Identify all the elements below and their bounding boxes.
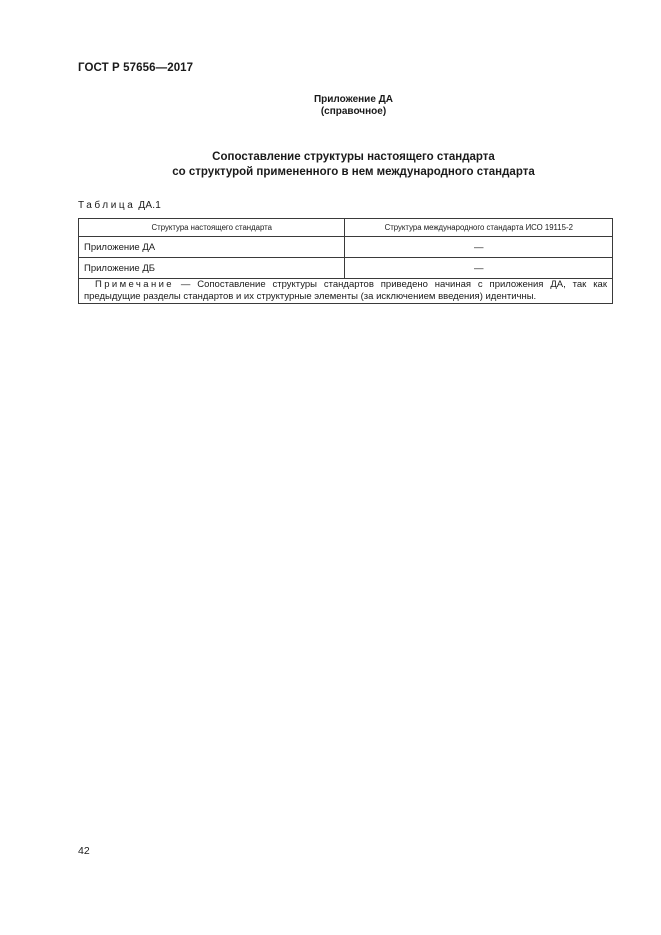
column-header-national: Структура настоящего стандарта (79, 219, 345, 237)
table-header-row (79, 219, 613, 237)
table-cell-international: — (345, 258, 613, 279)
structure-comparison-table (78, 218, 613, 304)
table-caption (78, 200, 161, 211)
column-header-international: Структура международного стандарта ИСО 19115-2 (345, 219, 613, 237)
annex-title-line-1: Сопоставление структуры настоящего стандарта (212, 151, 495, 163)
note-label: Примечание (95, 279, 174, 290)
table-note (79, 279, 613, 304)
table-row (79, 237, 613, 258)
page-number: 42 (78, 845, 90, 857)
table-cell-international: — (345, 237, 613, 258)
annex-title (0, 150, 661, 180)
annex-heading (0, 94, 661, 118)
document-code: ГОСТ Р 57656—2017 (78, 62, 194, 74)
table-row (79, 258, 613, 279)
note-text: — Сопоставление структуры стандартов приведено начиная с приложения ДА, так как предыдущие разделы стандартов и их структурные элементы (за исключением введения) идентичны. (84, 279, 607, 302)
annex-title-line-2: со структурой примененного в нем международного стандарта (172, 166, 535, 178)
annex-name: Приложение ДА (313, 94, 394, 105)
table-cell-national: Приложение ДА (79, 237, 345, 258)
table-caption-word: Таблица (78, 200, 136, 211)
table-caption-number: ДА.1 (138, 200, 161, 211)
annex-status: (справочное) (320, 106, 387, 117)
table-cell-national: Приложение ДБ (79, 258, 345, 279)
table-note-row (79, 279, 613, 304)
